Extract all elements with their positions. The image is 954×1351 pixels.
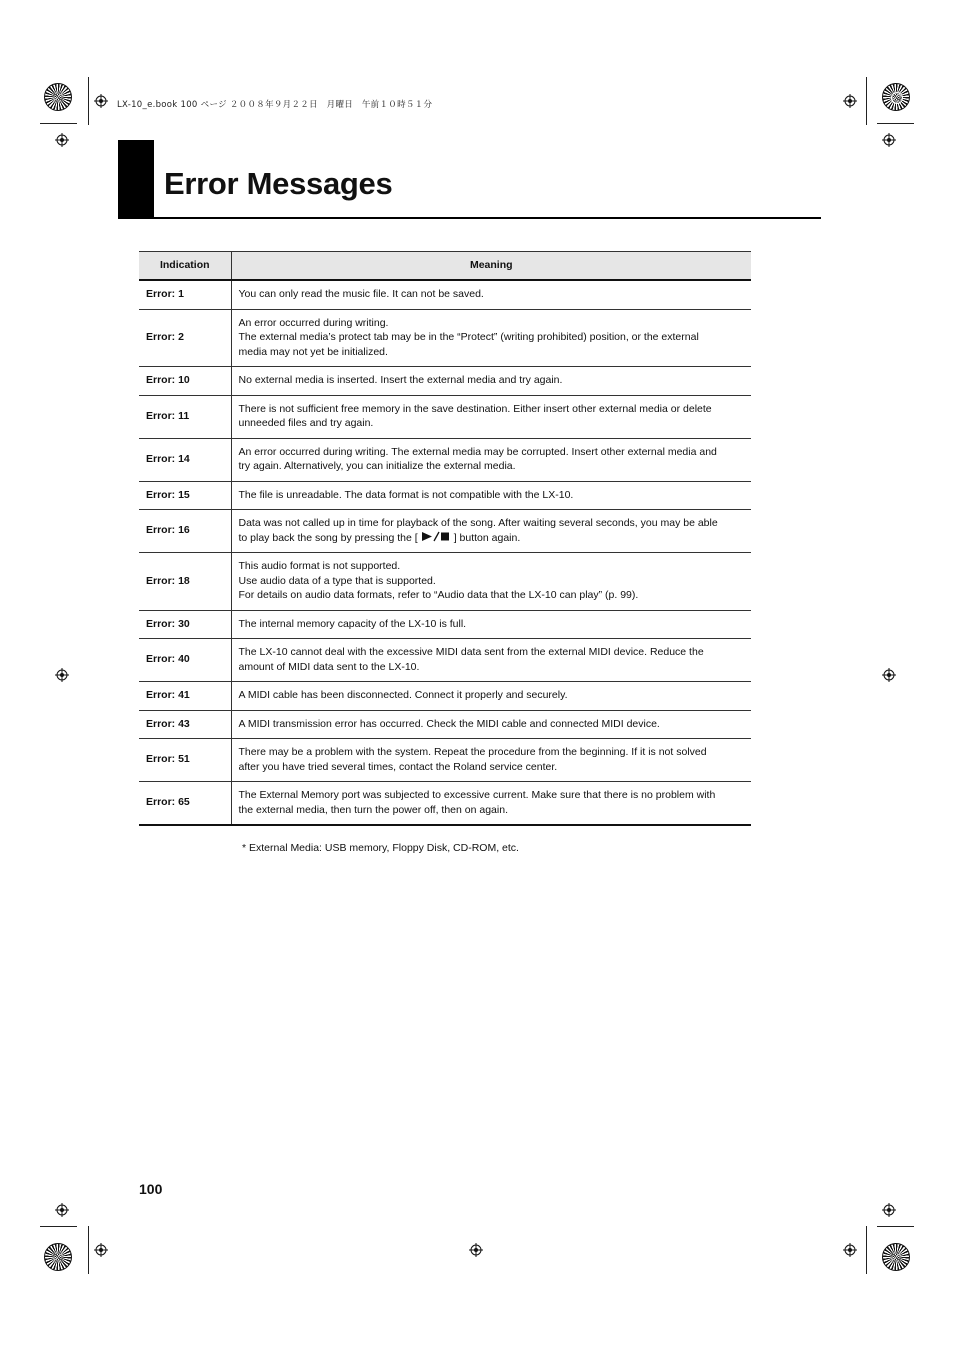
registration-target-icon (882, 1243, 910, 1271)
crop-mark (40, 1226, 77, 1227)
crosshair-icon (55, 1203, 69, 1217)
meaning-line: amount of MIDI data sent to the LX-10. (238, 660, 420, 673)
meaning-line: media may not yet be initialized. (238, 345, 388, 358)
crop-mark (877, 1226, 914, 1227)
error-meaning (231, 280, 751, 309)
crosshair-icon (882, 133, 896, 147)
table-row (139, 510, 751, 553)
crop-mark (88, 77, 89, 125)
crosshair-icon (882, 1203, 896, 1217)
crosshair-icon (55, 133, 69, 147)
error-meaning (231, 782, 751, 826)
error-code: Error: 41 (139, 682, 231, 711)
table-row (139, 782, 751, 826)
meaning-line: A MIDI transmission error has occurred. Check the MIDI cable and connected MIDI device. (238, 717, 660, 730)
registration-target-icon (882, 83, 910, 111)
table-row (139, 395, 751, 438)
meaning-line: try again. Alternatively, you can initialize the external media. (238, 460, 516, 472)
meaning-line (239, 531, 745, 546)
meaning-text: to play back the song by pressing the [ (238, 531, 418, 544)
column-header-indication: Indication (139, 252, 231, 281)
error-code: Error: 16 (139, 510, 231, 553)
error-code: Error: 1 (139, 280, 231, 309)
error-code: Error: 51 (139, 739, 231, 782)
error-meaning (231, 395, 751, 438)
crosshair-icon (55, 668, 69, 682)
table-row (139, 438, 751, 481)
error-code: Error: 18 (139, 553, 231, 611)
error-code: Error: 2 (139, 309, 231, 367)
table-row (139, 309, 751, 367)
crop-mark (866, 1226, 867, 1274)
meaning-line: the external media, then turn the power off, then on again. (238, 803, 508, 816)
meaning-line: You can only read the music file. It can not be saved. (238, 288, 484, 300)
crosshair-icon (882, 668, 896, 682)
registration-target-icon (44, 1243, 72, 1271)
error-code: Error: 14 (139, 438, 231, 481)
error-meaning (231, 682, 751, 711)
footnote: * External Media: USB memory, Floppy Disk, CD-ROM, etc. (242, 842, 519, 854)
error-meaning (231, 739, 751, 782)
crop-mark (88, 1226, 89, 1274)
table-row (139, 639, 751, 682)
error-meaning (231, 510, 751, 553)
error-meaning (231, 367, 751, 396)
meaning-line: The LX-10 cannot deal with the excessive MIDI data sent from the external MIDI device. Reduce the (238, 646, 704, 658)
crop-mark (40, 123, 77, 124)
error-meaning (231, 710, 751, 739)
meaning-line: A MIDI cable has been disconnected. Connect it properly and securely. (238, 689, 568, 701)
crosshair-icon (843, 94, 857, 108)
table-row (139, 682, 751, 711)
page-number: 100 (139, 1181, 163, 1197)
error-meaning (231, 639, 751, 682)
column-header-meaning: Meaning (231, 252, 751, 281)
table-row (139, 481, 751, 510)
error-code: Error: 15 (139, 481, 231, 510)
meaning-line: An error occurred during writing. (238, 316, 389, 329)
meaning-line: An error occurred during writing. The external media may be corrupted. Insert other external media and (238, 445, 717, 458)
meaning-text: ] button again. (453, 531, 521, 544)
meaning-line: The external media’s protect tab may be in the “Protect” (writing prohibited) position, or the external (238, 331, 699, 343)
error-meaning (231, 553, 751, 611)
crosshair-icon (469, 1243, 483, 1257)
crop-mark (866, 77, 867, 125)
table-row (139, 610, 751, 639)
error-meaning (231, 481, 751, 510)
print-header: LX-10_e.book 100 ページ ２００８年９月２２日 月曜日 午前１０時５１分 (117, 100, 433, 110)
meaning-line: There may be a problem with the system. Repeat the procedure from the beginning. If it is not solved (238, 746, 707, 758)
error-code: Error: 10 (139, 367, 231, 396)
title-rule (118, 217, 821, 219)
table-row (139, 739, 751, 782)
meaning-line: For details on audio data formats, refer to “Audio data that the LX-10 can play” (p. 99). (238, 589, 639, 601)
table-row (139, 367, 751, 396)
meaning-line: The External Memory port was subjected to excessive current. Make sure that there is no problem with (238, 789, 716, 801)
meaning-line: The file is unreadable. The data format is not compatible with the LX-10. (238, 488, 574, 501)
error-code: Error: 65 (139, 782, 231, 826)
error-code: Error: 11 (139, 395, 231, 438)
meaning-line: Use audio data of a type that is supported. (238, 574, 436, 587)
meaning-line: Data was not called up in time for playback of the song. After waiting several seconds, you may be able (238, 517, 718, 529)
meaning-line: No external media is inserted. Insert the external media and try again. (238, 374, 563, 386)
meaning-line: There is not sufficient free memory in the save destination. Either insert other external media or delete (238, 402, 712, 415)
registration-target-icon (44, 83, 72, 111)
crosshair-icon (843, 1243, 857, 1257)
meaning-line: The internal memory capacity of the LX-10 is full. (238, 617, 467, 630)
meaning-line: after you have tried several times, contact the Roland service center. (238, 760, 558, 773)
crosshair-icon (94, 94, 108, 108)
table-row (139, 710, 751, 739)
error-code: Error: 40 (139, 639, 231, 682)
error-meaning (231, 610, 751, 639)
crosshair-icon (94, 1243, 108, 1257)
error-meaning (231, 438, 751, 481)
error-code: Error: 30 (139, 610, 231, 639)
title-bar (118, 140, 154, 219)
error-meaning (231, 309, 751, 367)
table-row (139, 553, 751, 611)
play-stop-icon (421, 531, 451, 542)
table-row (139, 280, 751, 309)
error-code: Error: 43 (139, 710, 231, 739)
meaning-line: unneeded files and try again. (238, 417, 374, 429)
meaning-line: This audio format is not supported. (238, 560, 401, 572)
page-title: Error Messages (164, 166, 393, 201)
error-messages-table (139, 251, 751, 826)
crop-mark (877, 123, 914, 124)
table-header-row (139, 252, 751, 281)
